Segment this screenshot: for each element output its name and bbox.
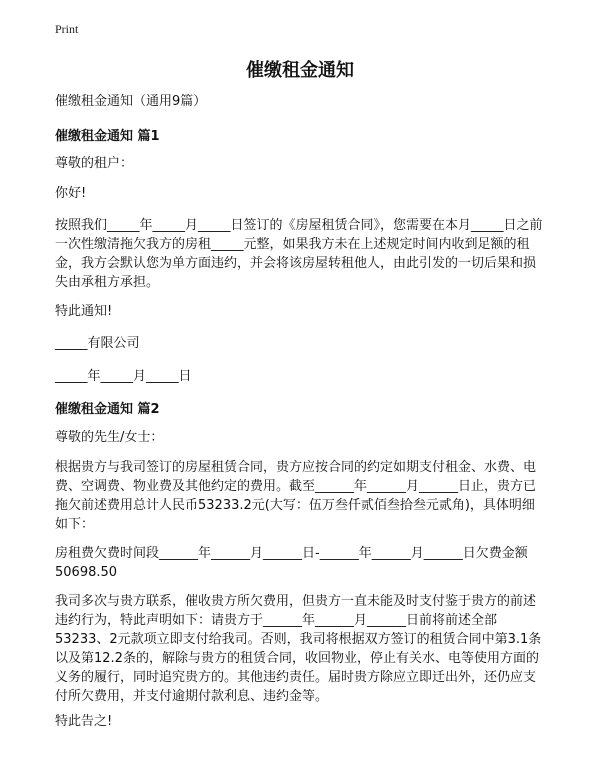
section-2-closing: 特此告之! (55, 714, 113, 729)
section-2-heading: 催缴租金通知 篇2 (55, 402, 160, 417)
section-1-heading: 催缴租金通知 篇1 (55, 129, 160, 144)
section-2-paragraph-3: 我司多次与贵方联系，催收贵方所欠费用，但贵方一直未能及时支付鉴于贵方的前述违约行为，特此声明如下：请贵方于______年______月______日前将前述全部53233、2元款项立即支付给我司。否则，我司将根据双方签订的租赁合同中第3.1条以及第12.2条的，解除与贵方的租赁合同，收回物业，停止有关水、电等使用方面的义务的履行，同时追究贵方的。其他违约责任。届时贵方除应立即迁出外，还仍应支付所欠费用，并支付逾期付款利息、违约金等。 (55, 594, 542, 704)
section-2-paragraph-1: 根据贵方与我司签订的房屋租赁合同，贵方应按合同的约定如期支付租金、水费、电费、空调费、物业费及其他约定的费用。截至______年______月______日止，贵方已拖欠前述费用总计人民币53233.2元(大写：伍万叁仟贰佰叁拾叁元贰角)，具体明细如下： (55, 460, 537, 532)
section-2-greeting: 尊敬的先生/女士： (55, 430, 164, 445)
section-2-paragraph-2: 房租费欠费时间段______年______月______日-______年______月______日欠费金额50698.50 (55, 546, 528, 580)
document-subtitle: 催缴租金通知（通用9篇） (55, 94, 207, 109)
section-1-body: 按照我们_____年_____月_____日签订的《房屋租赁合同》，您需要在本月_____日之前一次性缴清拖欠我方的房租_____元整，如果我方未在上述规定时间内收到足额的租金，我方会默认您为单方面违约，并会将该房屋转租他人，由此引发的一切后果和损失由承租方承担。 (55, 218, 543, 290)
section-1-date: _____年_____月_____日 (55, 369, 192, 384)
page-title: 催缴租金通知 (246, 60, 354, 81)
section-1-notice: 特此通知! (55, 304, 113, 319)
section-1-company: _____有限公司 (55, 336, 140, 351)
section-1-hello: 你好! (55, 186, 87, 201)
print-link[interactable]: Print (55, 22, 79, 36)
section-1-greeting: 尊敬的租户： (55, 156, 134, 171)
